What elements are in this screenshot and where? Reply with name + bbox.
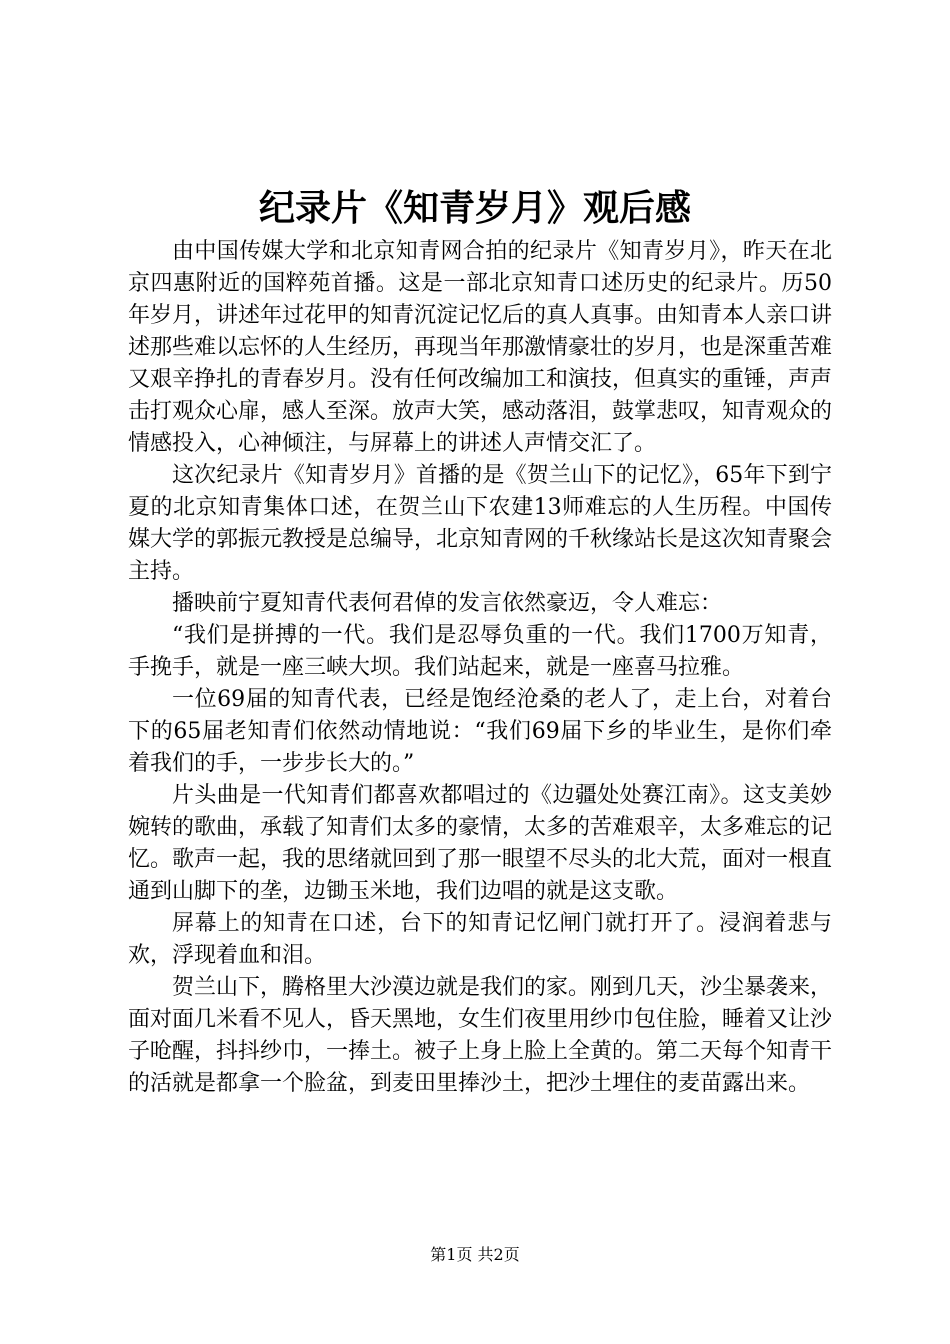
paragraph: 这次纪录片《知青岁月》首播的是《贺兰山下的记忆》，65年下到宁夏的北京知青集体口述，在贺兰山下农建13师难忘的人生历程。中国传媒大学的郭振元教授是总编导，北京知青网的千秋缘站长是这次知青聚会主持。 bbox=[128, 463, 833, 584]
paragraph: 屏幕上的知青在口述，台下的知青记忆闸门就打开了。浸润着悲与欢，浮现着血和泪。 bbox=[128, 911, 832, 968]
paragraph: “我们是拼搏的一代。我们是忍辱负重的一代。我们1700万知青，手挽手，就是一座三峡大坝。我们站起来，就是一座喜马拉雅。 bbox=[128, 623, 832, 680]
paragraph: 片头曲是一代知青们都喜欢都唱过的《边疆处处赛江南》。这支美妙婉转的歌曲，承载了知青们太多的豪情，太多的苦难艰辛，太多难忘的记忆。歌声一起，我的思绪就回到了那一眼望不尽头的北大荒，面对一根直通到山脚下的垄，边锄玉米地，我们边唱的就是这支歌。 bbox=[128, 783, 833, 904]
document-body bbox=[128, 236, 832, 1100]
paragraph: 播映前宁夏知青代表何君倬的发言依然豪迈，令人难忘： bbox=[172, 591, 723, 616]
paragraph: 由中国传媒大学和北京知青网合拍的纪录片《知青岁月》，昨天在北京四惠附近的国粹苑首播。这是一部北京知青口述历史的纪录片。历50年岁月，讲述年过花甲的知青沉淀记忆后的真人真事。由知青本人亲口讲述那些难以忘怀的人生经历，再现当年那激情豪壮的岁月，也是深重苦难又艰辛挣扎的青春岁月。没有任何改编加工和演技，但真实的重锤，声声击打观众心扉，感人至深。放声大笑，感动落泪，鼓掌悲叹，知青观众的情感投入，心神倾注，与屏幕上的讲述人声情交汇了。 bbox=[128, 239, 833, 456]
document-title: 纪录片《知青岁月》观后感 bbox=[258, 187, 691, 229]
page-footer: 第1页 共2页 bbox=[430, 1245, 520, 1264]
paragraph: 一位69届的知青代表，已经是饱经沧桑的老人了，走上台，对着台下的65届老知青们依然动情地说：“我们69届下乡的毕业生，是你们牵着我们的手，一步步长大的。” bbox=[128, 687, 832, 776]
paragraph: 贺兰山下，腾格里大沙漠边就是我们的家。刚到几天，沙尘暴袭来，面对面几米看不见人，昏天黑地，女生们夜里用纱巾包住脸，睡着又让沙子呛醒，抖抖纱巾，一捧土。被子上身上脸上全黄的。第二天每个知青干的活就是都拿一个脸盆，到麦田里捧沙土，把沙土埋住的麦苗露出来。 bbox=[128, 975, 833, 1096]
